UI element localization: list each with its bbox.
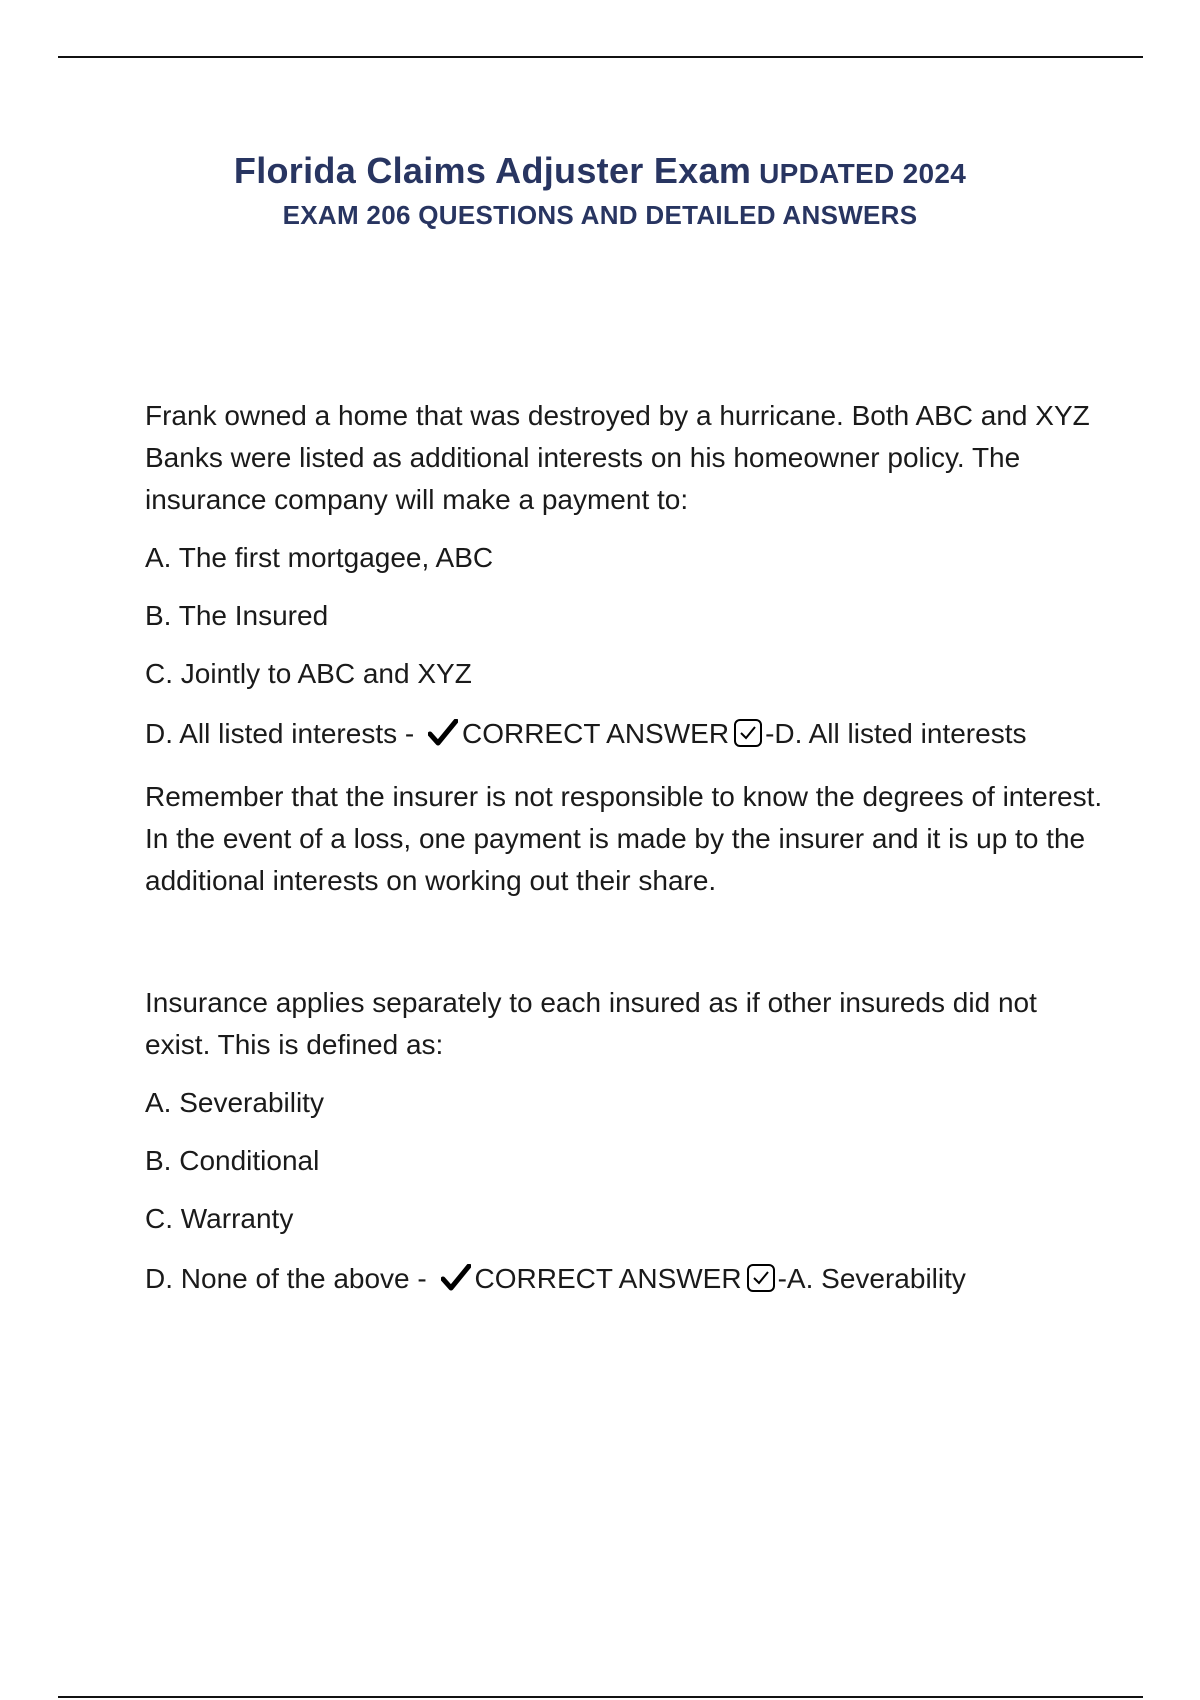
answer-label: CORRECT ANSWER [461,718,730,749]
answer-line [145,713,1105,760]
question-block-2 [145,982,1105,1305]
checkbox-checked-icon [733,718,763,760]
option-d: D. All listed interests - [145,718,415,749]
option-b: B. Conditional [145,1145,320,1176]
option-d: D. None of the above - [145,1263,427,1294]
question-spacer [145,902,1105,982]
page-subtitle: EXAM 206 QUESTIONS AND DETAILED ANSWERS [282,200,918,230]
option-c: C. Jointly to ABC and XYZ [145,658,472,689]
answer-text: -A. Severability [777,1263,966,1294]
bottom-rule [58,1696,1143,1698]
option-c: C. Warranty [145,1203,294,1234]
title-line [0,150,1200,192]
document-header [0,150,1200,231]
answer-label: CORRECT ANSWER [474,1263,742,1294]
answer-explanation: Remember that the insurer is not responsible to know the degrees of interest. In the event of a loss, one payment is made by the insurer and it is up to the additional interests on working out their share. [145,781,1103,896]
question-list [145,395,1105,1305]
question-stem: Insurance applies separately to each insured as if other insureds did not exist. This is defined as: [145,987,1037,1060]
title-tag: UPDATED 2024 [759,158,967,189]
option-b: B. The Insured [145,600,329,631]
question-stem: Frank owned a home that was destroyed by a hurricane. Both ABC and XYZ Banks were listed as additional interests on his homeowner policy. The insurance company will make a payment to: [145,400,1090,515]
top-rule [58,56,1143,58]
answer-line [145,1258,1105,1305]
page-title: Florida Claims Adjuster Exam [233,150,752,191]
option-a: A. Severability [145,1087,324,1118]
question-block-1 [145,395,1105,902]
option-a: A. The first mortgagee, ABC [145,542,494,573]
answer-text: -D. All listed interests [765,718,1027,749]
check-mark-icon [441,1262,471,1304]
checkbox-checked-icon [746,1263,776,1305]
check-mark-icon [428,717,458,759]
